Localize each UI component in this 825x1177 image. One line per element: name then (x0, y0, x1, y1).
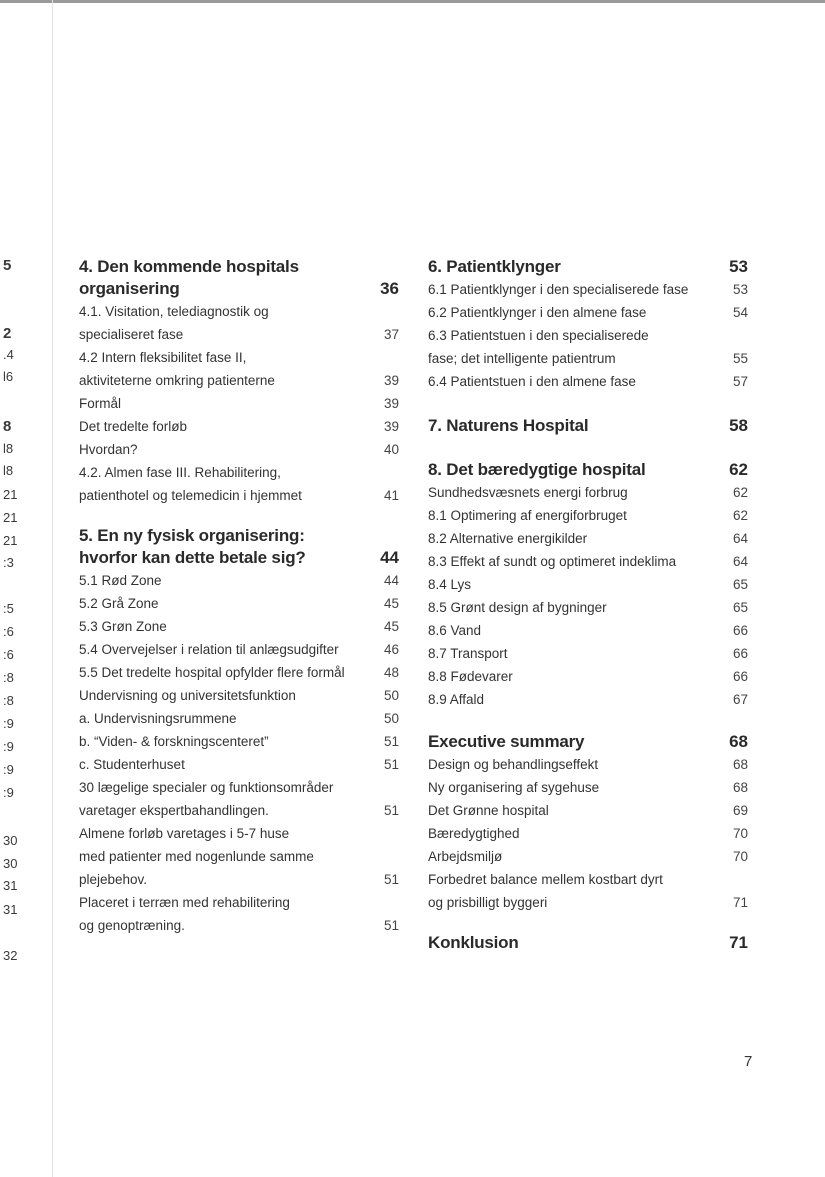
page-number: 7 (744, 1053, 753, 1070)
toc-entry-line: 6.3 Patientstuen i den specialiserede (428, 328, 649, 343)
section-title: 8. Det bæredygtige hospital (428, 460, 646, 479)
toc-section-konklusion (428, 932, 748, 954)
toc-entry-text (428, 822, 733, 845)
toc-entry-text (79, 753, 384, 776)
margin-number: 5 (3, 257, 12, 274)
toc-entry-line: Det Grønne hospital (428, 803, 549, 818)
toc-entry-text (79, 592, 384, 615)
margin-number: 32 (3, 948, 18, 963)
margin-number: :8 (3, 670, 14, 685)
toc-entry-page: 64 (732, 554, 748, 569)
section-title-row (428, 415, 748, 437)
toc-entry-page: 40 (383, 442, 399, 457)
section-title-row (79, 525, 399, 569)
toc-section-8 (428, 459, 748, 711)
toc-entry-line: Almene forløb varetages i 5-7 huse (79, 826, 290, 841)
section-page-number: 68 (729, 732, 748, 751)
toc-entry (79, 569, 399, 592)
margin-number: :9 (3, 762, 14, 777)
toc-entry (428, 799, 748, 822)
toc-entry (428, 573, 748, 596)
toc-entry-page: 39 (383, 419, 399, 434)
section-title-row (428, 731, 748, 753)
toc-entry-line: Design og behandlingseffekt (428, 757, 599, 772)
margin-number: 30 (3, 833, 18, 848)
toc-entry (428, 753, 748, 776)
section-title: 6. Patientklynger (428, 257, 561, 276)
toc-entry-line: aktiviteterne omkring patienterne (79, 373, 275, 388)
toc-entry (428, 596, 748, 619)
toc-entry-text (428, 324, 733, 370)
toc-entry (428, 688, 748, 711)
toc-entry-line: 8.6 Vand (428, 623, 482, 638)
toc-entry (428, 527, 748, 550)
margin-number: l8 (3, 441, 14, 456)
toc-entry-text (428, 504, 733, 527)
toc-entry-text (79, 661, 384, 684)
toc-entry-text (79, 730, 384, 753)
toc-entry-text (428, 619, 733, 642)
toc-entry-page: 62 (732, 485, 748, 500)
toc-entry-line: Formål (79, 396, 122, 411)
section-page-number: 71 (729, 933, 748, 952)
section-title-row (428, 256, 748, 278)
toc-entry-page: 66 (732, 623, 748, 638)
margin-number: l8 (3, 463, 14, 478)
margin-number: 21 (3, 510, 18, 525)
toc-entry-line: 4.2 Intern fleksibilitet fase II, (79, 350, 247, 365)
toc-entry-text (428, 753, 733, 776)
section-title: Executive summary (428, 732, 585, 751)
toc-entry-page: 51 (383, 757, 399, 772)
toc-entry-page: 50 (383, 711, 399, 726)
toc-entry-text (428, 370, 733, 393)
toc-entry-line: 8.8 Fødevarer (428, 669, 513, 684)
toc-entry-text (79, 776, 384, 822)
toc-entry (79, 661, 399, 684)
toc-entry-text (428, 799, 733, 822)
toc-section-7 (428, 415, 748, 437)
toc-entry-line: 8.3 Effekt af sundt og optimeret indeklima (428, 554, 677, 569)
toc-entry-line: b. “Viden- & forskningscenteret” (79, 734, 269, 749)
toc-entry-page: 68 (732, 757, 748, 772)
toc-entry-text (428, 596, 733, 619)
toc-entry-text (428, 481, 733, 504)
toc-entry-text (428, 527, 733, 550)
toc-entry-page: 50 (383, 688, 399, 703)
toc-entry (79, 415, 399, 438)
toc-entry-line: Forbedret balance mellem kostbart dyrt (428, 872, 663, 887)
toc-entry-line: Ny organisering af sygehuse (428, 780, 600, 795)
toc-entry-page: 66 (732, 646, 748, 661)
toc-entry (79, 822, 399, 891)
section-title-line: 5. En ny fysisk organisering: (79, 526, 305, 545)
toc-entry (79, 615, 399, 638)
toc-entry-text (428, 868, 733, 914)
toc-entry-page: 69 (732, 803, 748, 818)
toc-entry-line: Sundhedsvæsnets energi forbrug (428, 485, 628, 500)
toc-entry-line: 5.5 Det tredelte hospital opfylder flere formål (79, 665, 345, 680)
toc-entry-line: Undervisning og universitetsfunktion (79, 688, 296, 703)
margin-number: :9 (3, 785, 14, 800)
toc-entry (428, 301, 748, 324)
toc-entry-line: og prisbilligt byggeri (428, 895, 548, 910)
toc-entry-line: fase; det intelligente patientrum (428, 351, 616, 366)
toc-entry-page: 71 (732, 895, 748, 910)
toc-entry-text (79, 438, 384, 461)
section-title: 7. Naturens Hospital (428, 416, 589, 435)
toc-entry (428, 481, 748, 504)
toc-section-6 (428, 256, 748, 393)
margin-number: l6 (3, 369, 14, 384)
section-title-row (428, 459, 748, 481)
margin-number: 8 (3, 418, 12, 435)
toc-entry-text (79, 569, 384, 592)
toc-entry-page: 54 (732, 305, 748, 320)
margin-number: :5 (3, 601, 14, 616)
toc-entry (79, 300, 399, 346)
toc-entry (428, 845, 748, 868)
toc-entry-line: c. Studenterhuset (79, 757, 185, 772)
section-page-number: 58 (729, 416, 748, 435)
toc-entry (428, 822, 748, 845)
toc-entry (79, 730, 399, 753)
toc-entry (79, 638, 399, 661)
toc-entry-line: plejebehov. (79, 872, 148, 887)
toc-entry (428, 504, 748, 527)
margin-number: .4 (3, 347, 14, 362)
margin-number: 21 (3, 487, 18, 502)
toc-entry-text (428, 845, 733, 868)
toc-entry-line: og genoptræning. (79, 918, 185, 933)
toc-entry-page: 51 (383, 734, 399, 749)
toc-entry (428, 868, 748, 914)
toc-entry-page: 62 (732, 508, 748, 523)
toc-entry-page: 70 (732, 826, 748, 841)
toc-entry (79, 392, 399, 415)
toc-entry-page: 65 (732, 600, 748, 615)
toc-entry-page: 65 (732, 577, 748, 592)
section-page-number: 53 (729, 257, 748, 276)
margin-number: :3 (3, 555, 14, 570)
toc-entry-line: 5.4 Overvejelser i relation til anlægsudgifter (79, 642, 339, 657)
toc-entry-line: Hvordan? (79, 442, 138, 457)
toc-entry-page: 45 (383, 596, 399, 611)
toc-entry-text (79, 415, 384, 438)
toc-entry-line: 6.4 Patientstuen i den almene fase (428, 374, 636, 389)
toc-entry-line: 4.2. Almen fase III. Rehabilitering, (79, 465, 281, 480)
toc-entry-page: 51 (383, 918, 399, 933)
toc-entry-line: 8.5 Grønt design af bygninger (428, 600, 607, 615)
toc-entry-page: 41 (383, 488, 399, 503)
toc-right-column (428, 256, 748, 974)
toc-entry (79, 891, 399, 937)
toc-entry-line: patienthotel og telemedicin i hjemmet (79, 488, 302, 503)
toc-entry (79, 461, 399, 507)
toc-entry-page: 48 (383, 665, 399, 680)
toc-section-4 (79, 256, 399, 507)
toc-entry (79, 776, 399, 822)
toc-entry-page: 70 (732, 849, 748, 864)
previous-page-margin-numbers (0, 0, 30, 1177)
toc-entry (79, 438, 399, 461)
page-top-edge (0, 0, 825, 3)
toc-entry (79, 684, 399, 707)
toc-entry-text (428, 550, 733, 573)
toc-entry-text (79, 822, 384, 891)
margin-number: 31 (3, 902, 18, 917)
section-page-number: 36 (380, 279, 399, 298)
toc-entry-line: 8.2 Alternative energikilder (428, 531, 588, 546)
toc-entry (79, 707, 399, 730)
margin-number: :6 (3, 624, 14, 639)
toc-entry-line: 5.2 Grå Zone (79, 596, 159, 611)
section-title-line: 4. Den kommende hospitals (79, 257, 299, 276)
toc-entry (428, 619, 748, 642)
toc-entry-text (79, 346, 384, 392)
toc-entry-line: 8.1 Optimering af energiforbruget (428, 508, 627, 523)
toc-entry-page: 68 (732, 780, 748, 795)
toc-entry-text (428, 776, 733, 799)
toc-entry (79, 592, 399, 615)
toc-entry-page: 57 (732, 374, 748, 389)
toc-entry-page: 44 (383, 573, 399, 588)
toc-entry-text (79, 707, 384, 730)
section-title-row (79, 256, 399, 300)
section-title-line: hvorfor kan dette betale sig? (79, 548, 306, 567)
toc-entry-text (79, 684, 384, 707)
toc-entry (428, 324, 748, 370)
toc-entry-text (79, 891, 384, 937)
toc-entry-text (79, 638, 384, 661)
toc-entry-page: 51 (383, 803, 399, 818)
toc-entry-line: 8.4 Lys (428, 577, 472, 592)
toc-entry-line: Arbejdsmiljø (428, 849, 503, 864)
section-page-number: 62 (729, 460, 748, 479)
margin-number: :9 (3, 716, 14, 731)
toc-entry-text (428, 573, 733, 596)
toc-entry (428, 642, 748, 665)
section-page-number: 44 (380, 548, 399, 567)
toc-entry-text (79, 392, 384, 415)
toc-entry-line: 6.1 Patientklynger i den specialiserede fase (428, 282, 689, 297)
toc-entry-line: med patienter med nogenlunde samme (79, 849, 314, 864)
toc-entry-page: 37 (383, 327, 399, 342)
toc-entry-line: 8.7 Transport (428, 646, 508, 661)
toc-entry-page: 51 (383, 872, 399, 887)
margin-number: :8 (3, 693, 14, 708)
toc-entry-page: 53 (732, 282, 748, 297)
toc-entry-line: varetager ekspertbahandlingen. (79, 803, 269, 818)
toc-entry-page: 39 (383, 373, 399, 388)
toc-entry-text (428, 278, 733, 301)
margin-number: 21 (3, 533, 18, 548)
toc-entry-text (428, 301, 733, 324)
toc-entry (428, 776, 748, 799)
toc-entry-text (79, 615, 384, 638)
toc-entry-text (79, 300, 384, 346)
margin-number: 30 (3, 856, 18, 871)
margin-number: 31 (3, 878, 18, 893)
toc-entry-line: 5.3 Grøn Zone (79, 619, 167, 634)
toc-entry-page: 55 (732, 351, 748, 366)
margin-number: :9 (3, 739, 14, 754)
toc-entry-text (428, 642, 733, 665)
toc-entry-text (79, 461, 384, 507)
toc-entry-line: specialiseret fase (79, 327, 184, 342)
page-fold-line (52, 0, 53, 1177)
toc-entry-page: 67 (732, 692, 748, 707)
toc-entry-page: 64 (732, 531, 748, 546)
toc-entry (79, 753, 399, 776)
toc-entry-page: 39 (383, 396, 399, 411)
toc-section-executive-summary (428, 731, 748, 914)
toc-entry-line: 8.9 Affald (428, 692, 485, 707)
toc-left-column (79, 256, 399, 957)
toc-entry-line: 5.1 Rød Zone (79, 573, 162, 588)
section-title-line: organisering (79, 279, 180, 298)
toc-entry-line: Det tredelte forløb (79, 419, 188, 434)
toc-entry (428, 550, 748, 573)
toc-entry-page: 45 (383, 619, 399, 634)
toc-entry (428, 370, 748, 393)
margin-number: 2 (3, 325, 12, 342)
toc-entry-text (428, 665, 733, 688)
toc-entry-line: 4.1. Visitation, telediagnostik og (79, 304, 269, 319)
toc-entry-line: Placeret i terræn med rehabilitering (79, 895, 290, 910)
toc-entry (79, 346, 399, 392)
margin-number: :6 (3, 647, 14, 662)
toc-entry-line: Bæredygtighed (428, 826, 520, 841)
section-title-row (428, 932, 748, 954)
toc-section-5 (79, 525, 399, 937)
toc-entry-line: 30 lægelige specialer og funktionsområder (79, 780, 334, 795)
toc-entry (428, 278, 748, 301)
section-title (79, 525, 306, 569)
toc-entry-text (428, 688, 733, 711)
section-title (79, 256, 299, 300)
toc-entry-line: 6.2 Patientklynger i den almene fase (428, 305, 647, 320)
toc-entry (428, 665, 748, 688)
toc-entry-page: 66 (732, 669, 748, 684)
toc-entry-line: a. Undervisningsrummene (79, 711, 237, 726)
toc-entry-page: 46 (383, 642, 399, 657)
section-title: Konklusion (428, 933, 519, 952)
